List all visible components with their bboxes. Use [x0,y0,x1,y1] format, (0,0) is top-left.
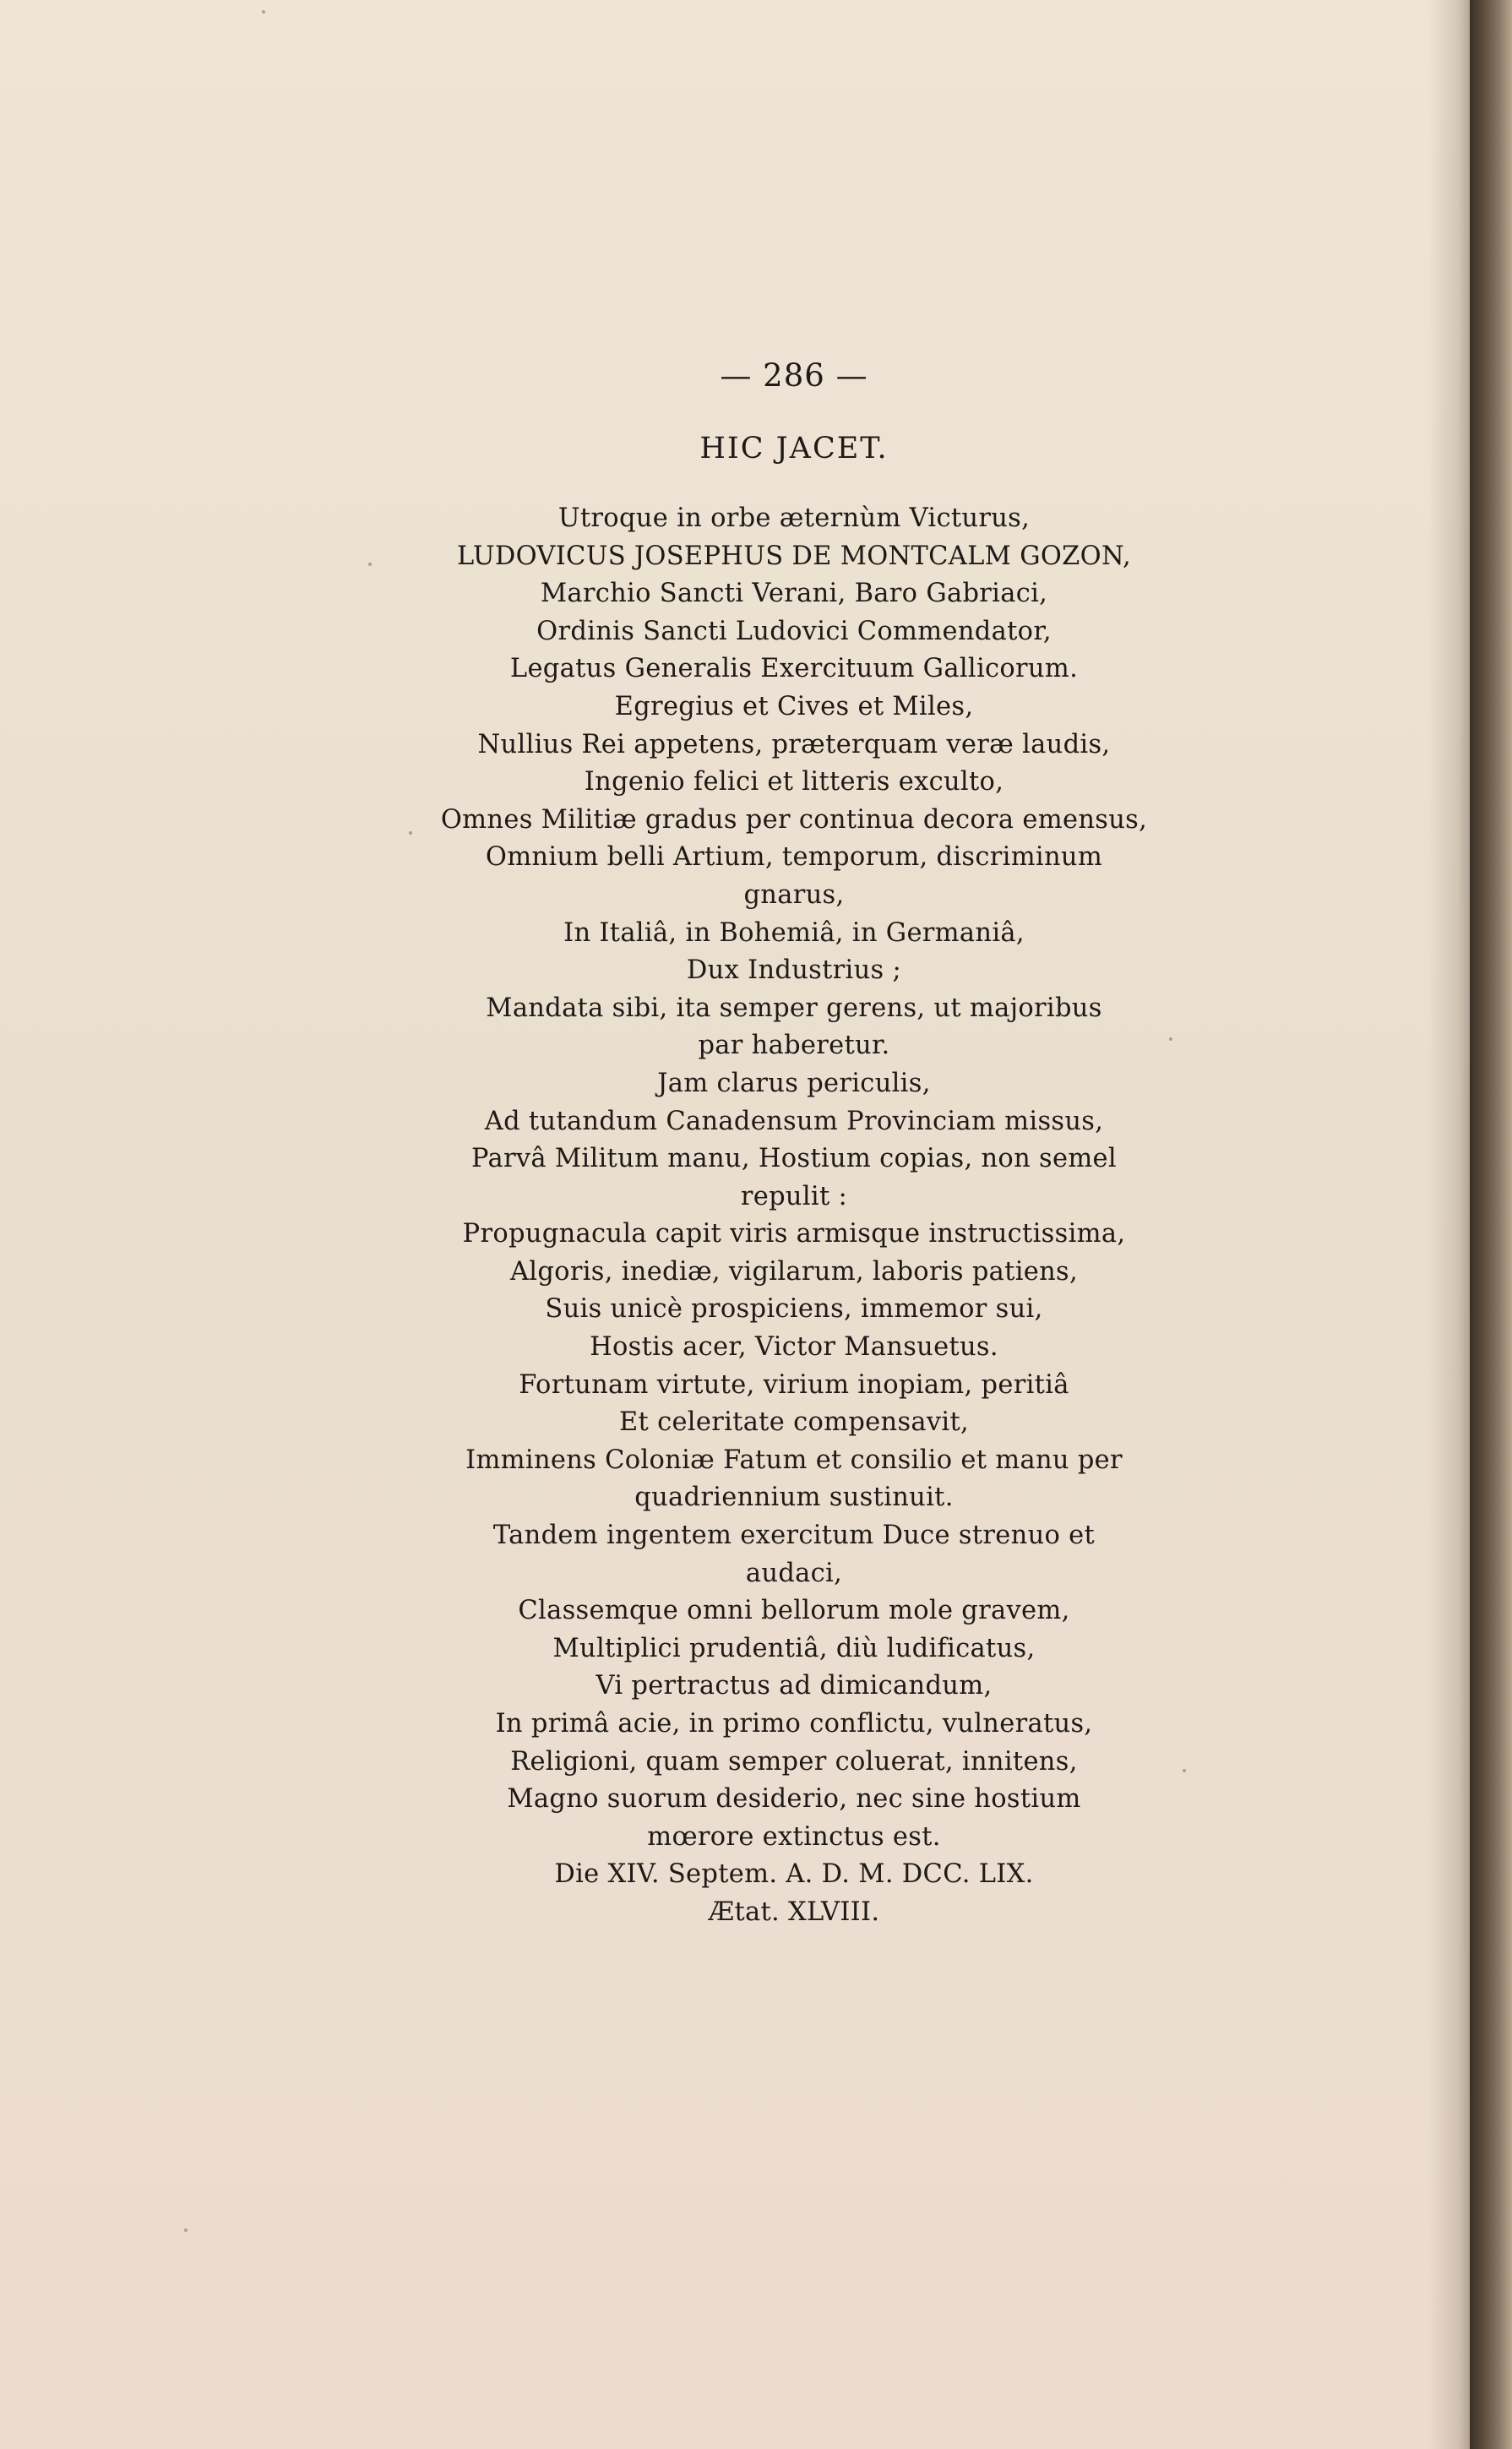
text-line: Vi pertractus ad dimicandum, [596,1671,993,1701]
text-line: audaci, [745,1558,843,1588]
text-line: Hostis acer, Victor Mansuetus. [590,1332,998,1363]
paper-speck [368,563,372,566]
text-line: gnarus, [743,879,845,910]
text-line: Marchio Sancti Verani, Baro Gabriaci, [540,579,1048,609]
text-line: Magno suorum desiderio, nec sine hostium [507,1784,1081,1815]
text-line: Nullius Rei appetens, præterquam veræ laudis, [477,729,1111,759]
paper-speck [409,831,412,835]
text-line: Omnes Militiæ gradus per continua decora emensus, [440,804,1148,835]
text-line: Religioni, quam semper coluerat, innitens, [510,1746,1078,1777]
text-line: Jam clarus periculis, [657,1068,931,1098]
text-line: Et celeritate compensavit, [618,1407,970,1438]
book-page-edge [1470,0,1512,2449]
text-line: Suis unicè prospiciens, immemor sui, [545,1294,1043,1325]
text-line: mœrore extinctus est. [647,1821,941,1852]
text-line: Tandem ingentem exercitum Duce strenuo et [492,1521,1096,1551]
text-line: Egregius et Cives et Miles, [614,691,974,721]
text-line: Imminens Coloniæ Fatum et consilio et manu per [465,1445,1123,1475]
page-title: HIC JACET. [699,432,889,465]
text-line: LUDOVICUS JOSEPHUS DE MONTCALM GOZON, [456,541,1132,571]
text-line: Ætat. XLVIII. [708,1897,880,1927]
text-line: Dux Industrius ; [686,955,902,986]
text-line: Propugnacula capit viris armisque instructissima, [462,1219,1126,1249]
text-line: In primâ acie, in primo conflictu, vulneratus, [495,1709,1093,1739]
text-line: par haberetur. [698,1031,890,1061]
text-line: Ad tutandum Canadensum Provinciam missus, [484,1106,1104,1136]
page-gutter-shadow [1428,0,1470,2449]
epitaph-text-block [372,355,1216,1932]
page-number: — 286 — [720,357,868,394]
text-line: Fortunam virtute, virium inopiam, peritiâ [519,1369,1069,1400]
paper-speck [262,10,265,14]
text-line: Parvâ Militum manu, Hostium copias, non semel [471,1144,1117,1174]
text-line: Ingenio felici et litteris exculto, [584,767,1004,797]
text-line: Ordinis Sancti Ludovici Commendator, [536,616,1052,646]
text-line: Die XIV. Septem. A. D. M. DCC. LIX. [554,1859,1034,1890]
paper-speck [1183,1769,1186,1772]
text-line: quadriennium sustinuit. [634,1483,954,1513]
text-line: Mandata sibi, ita semper gerens, ut majoribus [486,993,1102,1023]
text-line: Classemque omni bellorum mole gravem, [518,1596,1070,1626]
text-line: Utroque in orbe æternùm Victurus, [557,503,1031,533]
text-line: Multiplici prudentiâ, diù ludificatus, [552,1633,1036,1663]
epitaph-lines [372,500,1216,1932]
text-line: In Italiâ, in Bohemiâ, in Germaniâ, [563,917,1025,948]
text-line: Legatus Generalis Exercituum Gallicorum. [509,654,1079,684]
paper-speck [184,2229,188,2232]
text-line: Omnium belli Artium, temporum, discriminum [485,842,1103,873]
text-line: repulit : [740,1181,848,1211]
text-line: Algoris, inediæ, vigilarum, laboris patiens, [509,1256,1079,1287]
paper-speck [1169,1037,1172,1041]
